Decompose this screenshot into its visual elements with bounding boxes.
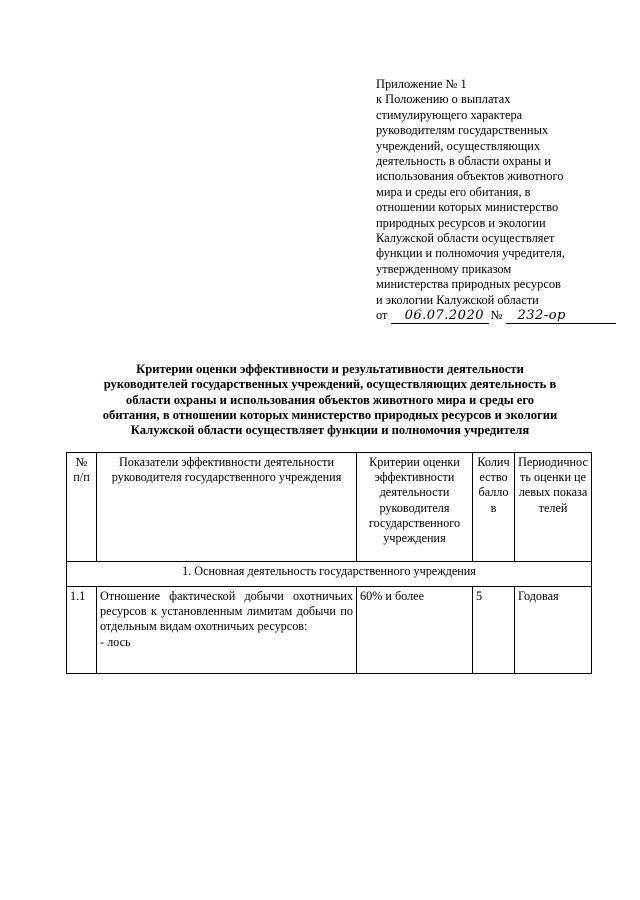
annex-line: отношении которых министерство	[376, 200, 559, 215]
row-points: 5	[473, 587, 515, 674]
header-indicators: Показатели эффективности деятельности руководителя государственного учреждения	[97, 453, 357, 562]
order-date-line	[376, 308, 616, 324]
row-indicator: Отношение фактической добычи охотничьих ресурсов к установленным лимитам добычи по отдельным видам охотничьих ресурсов:	[100, 589, 353, 634]
row-num: 1.1	[67, 587, 97, 674]
annex-line: Приложение № 1	[376, 77, 467, 91]
annex-line: к Положению о выплатах	[376, 92, 511, 107]
row-periodicity: Годовая	[515, 587, 592, 674]
annex-line: утвержденному приказом	[376, 261, 512, 276]
handwritten-order-number: 232-ор	[506, 309, 616, 324]
annex-line: функции и полномочия учредителя,	[376, 246, 565, 261]
annex-line: использования объектов животного	[376, 169, 564, 184]
table-row	[67, 587, 592, 674]
header-num: № п/п	[67, 453, 97, 562]
annex-block	[376, 77, 616, 324]
header-periodicity: Периодичность оценки целевых показателей	[515, 453, 592, 562]
header-points: Количество баллов	[473, 453, 515, 562]
section-title: 1. Основная деятельность государственного учреждения	[67, 562, 592, 587]
criteria-table	[66, 452, 592, 674]
annex-line: и экологии Калужской области	[376, 292, 539, 307]
annex-line: природных ресурсов и экологии	[376, 215, 546, 230]
title-line: Калужской области осуществляет функции и полномочия учредителя	[130, 423, 530, 438]
annex-line: министерства природных ресурсов	[376, 277, 561, 292]
table-header-row	[67, 453, 592, 562]
row-indicator-cell	[97, 587, 357, 674]
title-line: обитания, в отношении которых министерство природных ресурсов и экологии	[102, 407, 558, 422]
from-label: от	[376, 308, 388, 323]
annex-line: учреждений, осуществляющих	[376, 138, 541, 153]
annex-line: Калужской области осуществляет	[376, 231, 555, 246]
annex-line: мира и среды его обитания, в	[376, 184, 531, 199]
handwritten-date: 06.07.2020	[391, 309, 489, 324]
title-line: области охраны и использования объектов животного мира и среды его	[125, 392, 535, 407]
header-criteria: Критерии оценки эффективности деятельности руководителя государственного учреждения	[357, 453, 473, 562]
row-criterion: 60% и более	[357, 587, 473, 674]
document-title	[60, 362, 600, 438]
section-row	[67, 562, 592, 587]
annex-line: стимулирующего характера	[376, 107, 523, 122]
title-line: руководителей государственных учреждений, осуществляющих деятельность в	[103, 377, 557, 392]
title-line: Критерии оценки эффективности и результативности деятельности	[136, 362, 524, 376]
annex-line: деятельность в области охраны и	[376, 154, 551, 169]
row-indicator-item: - лось	[100, 634, 131, 649]
number-sign: №	[490, 308, 503, 323]
annex-line: руководителям государственных	[376, 123, 549, 138]
